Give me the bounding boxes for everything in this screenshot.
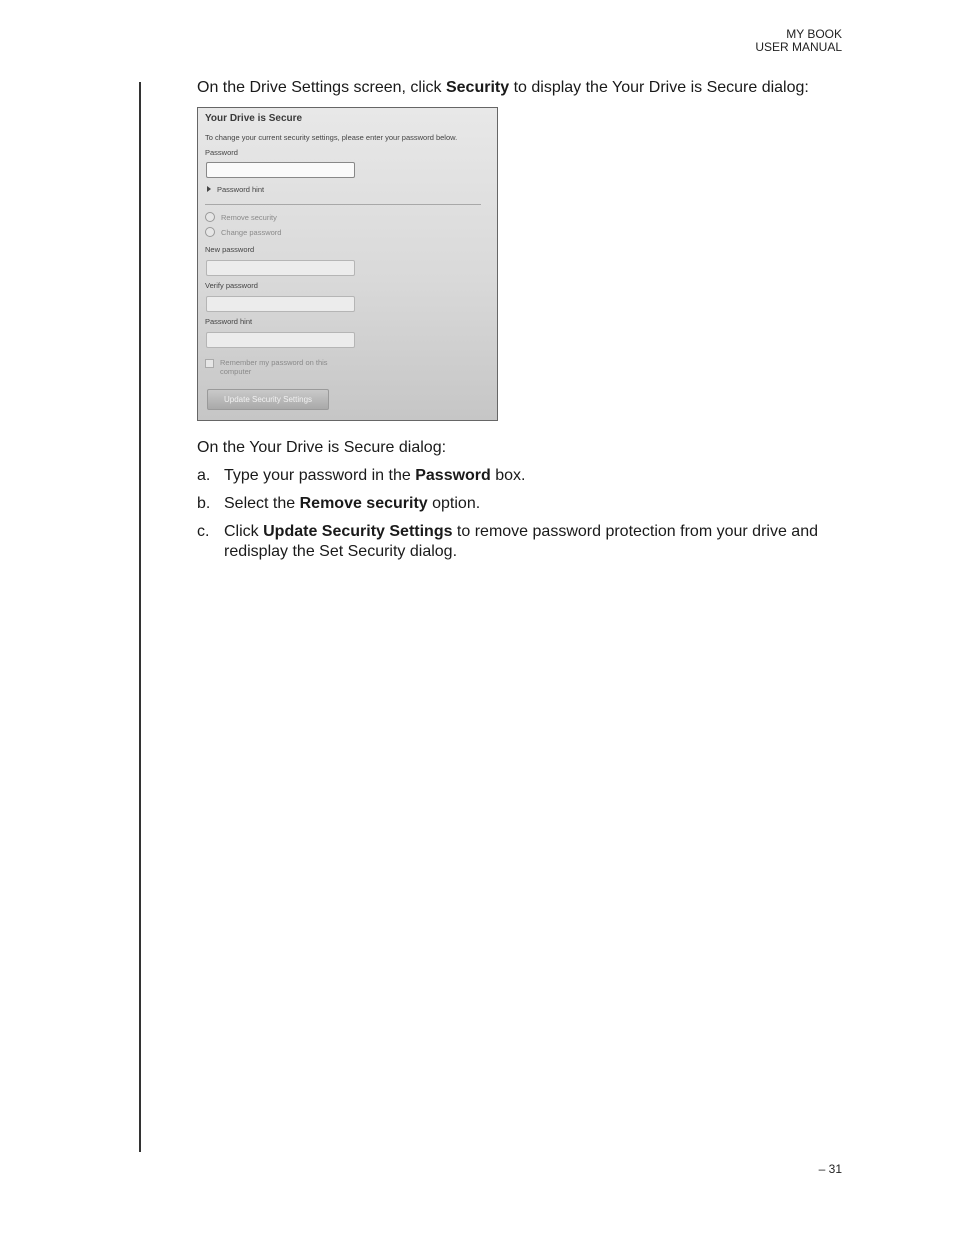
step-text-pre: Type your password in the [224, 467, 416, 484]
list-item [197, 494, 842, 514]
step-marker: a. [197, 467, 211, 484]
disclosure-triangle-icon [207, 186, 211, 192]
verify-password-label: Verify password [205, 281, 258, 290]
remember-password-checkbox[interactable] [205, 358, 350, 376]
checkbox-icon [205, 359, 214, 368]
radio-icon [205, 227, 215, 237]
step-text-post: box. [490, 467, 526, 484]
dialog-instruction: To change your current security settings, please enter your password below. [205, 133, 458, 142]
header-manual: USER MANUAL [755, 40, 842, 54]
step-text [224, 522, 842, 562]
step-marker: c. [197, 523, 210, 540]
step-text-post: option. [427, 495, 481, 512]
intro-text-pre: On the Drive Settings screen, click [197, 79, 446, 96]
password-hint-label: Password hint [205, 317, 253, 326]
remember-password-label: Remember my password on this computer [220, 358, 328, 376]
running-header [755, 28, 842, 54]
margin-rule [139, 82, 141, 1152]
steps-list [197, 466, 842, 562]
drive-secure-dialog-screenshot [197, 107, 498, 421]
list-item [197, 466, 842, 486]
change-password-radio[interactable] [205, 227, 281, 237]
step-text-pre: Click [224, 523, 264, 540]
step-text-pre: Select the [224, 495, 300, 512]
intro-paragraph [197, 78, 842, 98]
list-item [197, 522, 842, 562]
step-text-bold: Remove security [299, 495, 428, 512]
new-password-label: New password [205, 245, 255, 254]
step-text [224, 466, 842, 486]
update-security-settings-button[interactable]: Update Security Settings [207, 389, 329, 410]
step-marker: b. [197, 495, 211, 512]
dialog-title: Your Drive is Secure [205, 113, 303, 124]
step-text-bold: Update Security Settings [263, 523, 453, 540]
password-label: Password [205, 148, 238, 157]
verify-password-input[interactable] [206, 296, 355, 312]
new-password-input[interactable] [206, 260, 355, 276]
password-hint-toggle-label: Password hint [217, 185, 265, 194]
radio-icon [205, 212, 215, 222]
intro-text-post: to display the Your Drive is Secure dialog: [509, 79, 809, 96]
change-password-label: Change password [221, 227, 282, 237]
dialog-divider [205, 204, 481, 205]
password-hint-input[interactable] [206, 332, 355, 348]
remove-security-radio[interactable] [205, 212, 277, 222]
password-input[interactable] [206, 162, 355, 178]
remove-security-label: Remove security [221, 212, 277, 222]
header-product: MY BOOK [786, 27, 842, 41]
step-text-bold: Password [415, 467, 491, 484]
page-content [197, 78, 842, 570]
page-number: – 31 [818, 1162, 842, 1176]
step-text [224, 494, 842, 514]
password-hint-toggle[interactable] [207, 185, 264, 194]
intro-text-bold: Security [445, 79, 510, 96]
step-text-post: to remove password protection from your drive and redisplay the Set Security dialog. [224, 523, 818, 560]
steps-intro: On the Your Drive is Secure dialog: [197, 439, 447, 456]
